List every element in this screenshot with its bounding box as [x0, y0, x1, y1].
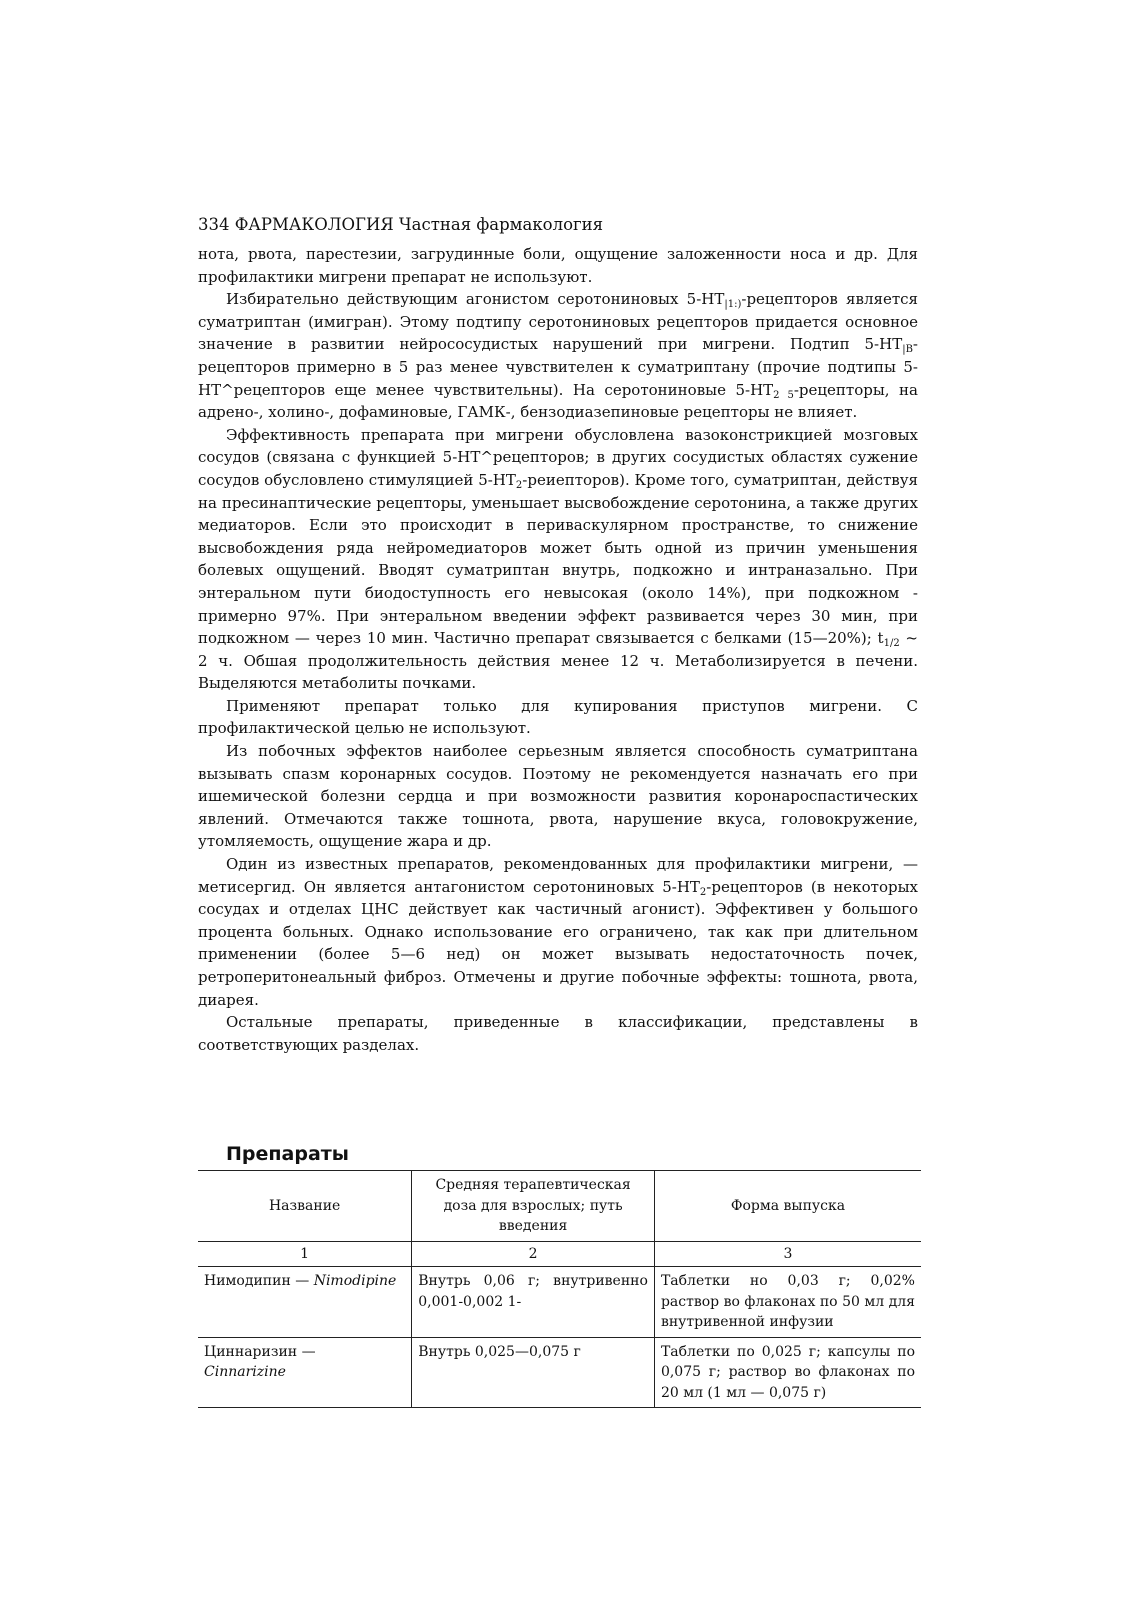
- drugs-table: [198, 1170, 921, 1408]
- column-header-dose: Средняя терапевтическая доза для взрослых; путь введения: [412, 1171, 655, 1242]
- table-column-numbers-row: [198, 1241, 921, 1267]
- paragraph-3: Эффективность препарата при мигрени обусловлена вазоконстрикцией мозговых сосудов (связана с функцией 5-HT^рецепторов; в других сосудистых областях сужение сосудов обусловлено стимуляцией $5-HT_2-реиепторов$). Кроме того, суматриптан, действуя на пресинаптические рецепторы, уменьшает высвобождение серотонина, а также других медиаторов. Если это происходит в периваскулярном пространстве, то снижение высвобождения ряда нейромедиаторов может быть одной из причин уменьшения болевых ощущений. Вводят суматриптан внутрь, подкожно и интраназально. При энтеральном пути биодоступность его невысокая (около 14%), при подкожном - примерно 97%. При энтеральном введении эффект развивается через 30 мин, при подкожном — через 10 мин. Частично препарат связывается с белками (15—20%); $t_{1/2}$ ~ 2 ч. Обшая продолжительность действия менее 12 ч. Метаболизируется в печени. Выделяются метаболиты почками.: [198, 425, 918, 693]
- column-number: 1: [198, 1241, 412, 1267]
- paragraph-2: Избирательно действующим агонистом серотониновых $5-HT_{|1:)}$-рецепторов является суматриптан (имигран). Этому подтипу серотониновых рецепторов придается основное значение в развитии нейрососудистых нарушений при мигрени. Подтип $5-HT_{|B}$-рецепторов примерно в 5 раз менее чувствителен к суматриптану (прочие подтипы 5-HT^рецепторов еще менее чувствительны). На серотониновые $5-HT_{2 5}$-рецепторы, на адрено-, холино-, дофаминовые, ГАМК-, бензодиазепиновые рецепторы не влияет.: [198, 290, 918, 422]
- table-row: [198, 1337, 921, 1408]
- paragraph-4: Применяют препарат только для купирования приступов мигрени. С профилактической целью не используют.: [198, 696, 918, 738]
- paragraph-7: Остальные препараты, приведенные в классификации, представлены в соответствующих разделах.: [198, 1013, 918, 1054]
- column-number: 3: [654, 1241, 921, 1267]
- paragraph-5: Из побочных эффектов наиболее серьезным является способность суматриптана вызывать спазм коронарных сосудов. Поэтому не рекомендуется назначать его при ишемической болезни сердца и при возможности развития коронароспастических явлений. Отмечаются также тошнота, рвота, нарушение вкуса, головокружение, утомляемость, ощущение жара и др.: [198, 742, 918, 851]
- drug-dose-cell: Внутрь 0,025—0,075 г: [412, 1337, 655, 1408]
- column-header-form: Форма выпуска: [654, 1171, 921, 1242]
- body-text: [198, 243, 918, 1056]
- column-number: 2: [412, 1241, 655, 1267]
- section-title: Препараты: [226, 1143, 349, 1165]
- column-header-name: Название: [198, 1171, 412, 1242]
- drug-form-cell: Таблетки но 0,03 г; 0,02% раствор во флаконах по 50 мл для внутривенной инфузии: [654, 1267, 921, 1338]
- drug-dose-cell: Внутрь 0,06 г; внутривенно 0,001-0,002 1-: [412, 1267, 655, 1338]
- drug-form-cell: Таблетки по 0,025 г; капсулы по 0,075 г; раствор во флаконах по 20 мл (1 мл — 0,075 г): [654, 1337, 921, 1408]
- table-header-row: [198, 1171, 921, 1242]
- table-row: [198, 1267, 921, 1338]
- drug-name-cell: Циннаризин — Cinnarizine: [198, 1337, 412, 1408]
- paragraph-6: Один из известных препаратов, рекомендованных для профилактики мигрени, — метисергид. Он является антагонистом серотониновых $5-HT_2$-рецепторов (в некоторых сосудах и отделах ЦНС действует как частичный агонист). Эффективен у большого процента больных. Однако использование его ограничено, так как при длительном применении (более 5—6 нед) он может вызывать недостаточность почек, ретроперитонеальный фиброз. Отмечены и другие побочные эффекты: тошнота, рвота, диарея.: [198, 855, 919, 1009]
- drug-name-cell: Нимодипин — Nimodipine: [198, 1267, 412, 1338]
- paragraph-1: нота, рвота, парестезии, загрудинные боли, ощущение заложенности носа и др. Для профилактики мигрени препарат не используют.: [198, 245, 918, 286]
- running-head: 334 ФАРМАКОЛОГИЯ Частная фармакология: [198, 215, 604, 234]
